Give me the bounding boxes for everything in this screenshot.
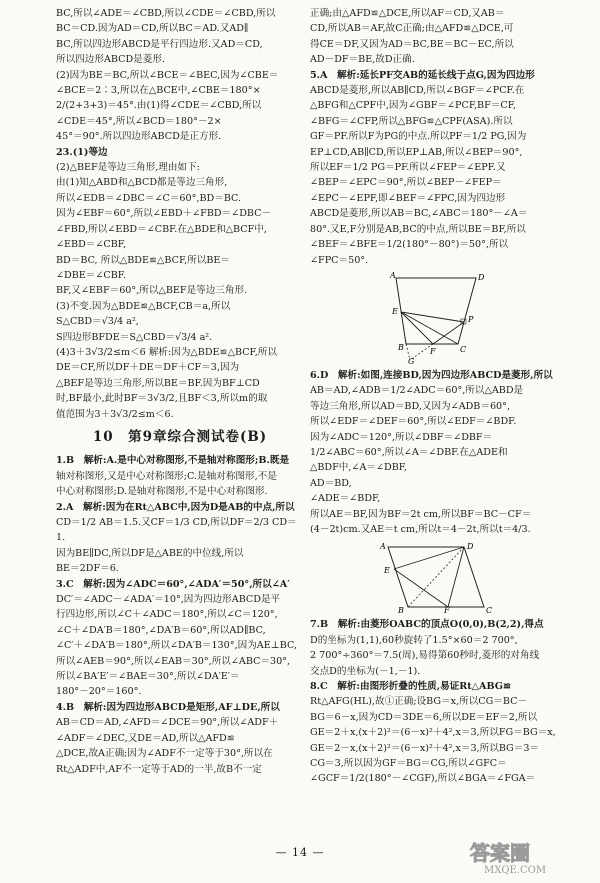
text-line: DE＝CF,所以DF＋DE＝DF＋CF＝3,因为 (56, 362, 240, 374)
text-line: 所以∠AEB＝90°,所以∠EAB＝30°,所以∠ABC＝30°, (56, 655, 291, 667)
section-title: 10 第9章综合测试卷(B) (92, 428, 268, 445)
text-line: 等边三角形,所以AD＝BD,又因为∠ADB＝60°, (310, 400, 511, 412)
text-line: AD－DF＝BE,故D正确. (310, 54, 415, 66)
text-line: (4)3＋3√3/2≤m＜6 解析:因为△BDE≌△BCF,所以 (56, 346, 277, 358)
text-line: ∠FBD,所以∠EBD＝∠CBF.在△BDE和△BCF中, (56, 223, 267, 235)
text-line: 8.C 解析:由图形折叠的性质,易证Rt△ABG≌ (310, 681, 511, 692)
right-text-block (310, 6, 562, 268)
rhombus-figure-2 (376, 541, 496, 613)
fig1-label-e: E (392, 306, 398, 316)
text-line: 交点D的坐标为(－1,－1). (310, 665, 421, 677)
fig2-label-d: D (467, 542, 474, 552)
fig1-label-c: C (460, 344, 467, 354)
text-line: 2/(2+3+3)＝45°.由(1)得∠CDE＝∠CBD,所以 (56, 100, 262, 112)
rhombus-figure-1 (388, 272, 484, 364)
text-line: 1.B 解析:A.是中心对称图形,不是轴对称图形;B.既是 (56, 455, 290, 467)
text-line: 因为∠EBF＝60°,所以∠EBD＋∠FBD＝∠DBC－ (56, 208, 272, 220)
fig2-label-b: B (398, 606, 404, 614)
text-line: ABCD是菱形,所以AB＝BC,∠ABC＝180°－∠A＝ (310, 208, 528, 220)
text-line: ∠BEF＝∠BFE＝1/2(180°－80°)＝50°,所以 (310, 239, 509, 251)
text-line: BG＝6－x,因为CD＝3DE＝6,所以DE＝EF＝2,所以 (310, 711, 538, 723)
text-line: BF,又∠EBF＝60°,所以△BEF是等边三角形. (56, 285, 248, 297)
text-line: 正确;由△AFD≌△DCE,所以AF＝CD,又AB＝ (310, 8, 505, 19)
text-line: GF＝PF.所以F为PG的中点.所以PF＝1/2 PG,因为 (310, 131, 527, 143)
text-line: BC,所以四边形ABCD是平行四边形.又AD＝CD, (56, 38, 263, 50)
text-line: 3.C 解析:因为∠ADC＝60°,∠ADA′＝50°,所以∠A′ (56, 578, 290, 590)
fig1-label-f: F (430, 346, 436, 356)
text-line: (4－2t)cm.又AE＝t cm,所以t＝4－2t,所以t＝4/3. (310, 523, 531, 535)
text-line: DC′＝∠ADC－∠ADA′＝10°,因为四边形ABCD是平 (56, 594, 281, 606)
text-line: 45°＝90°.所以四边形ABCD是正方形. (56, 131, 222, 143)
text-line: ∠BCE＝2∶3,所以在△BCE中,∠CBE＝180°× (56, 85, 261, 97)
text-line: EP⊥CD,AB∥CD,所以EP⊥AB,所以∠BEP＝90°, (310, 146, 523, 158)
text-line: S四边形BFDE＝S△CBD＝√3/4 a². (56, 331, 213, 343)
right-column (310, 6, 562, 787)
text-line: ∠ADE＝∠BDF, (310, 493, 381, 505)
text-line: 2 700°÷360°＝7.5(周),易得第60秒时,菱形的对角线 (310, 650, 540, 662)
text-line: GE＝2－x,(x＋2)²＝(6－x)²＋4²,x＝3,所以BG＝3＝ (310, 742, 540, 754)
fig2-label-f: F (444, 606, 450, 614)
text-line: BD＝BC, 所以△BDE≌△BCF,所以BE＝ (56, 254, 231, 266)
text-line: ∠EPC－∠EPF,即∠BEF＝∠FPC,因为四边形 (310, 192, 506, 204)
left-answers-block (56, 453, 304, 777)
text-line: 所以∠EDB＝∠DBC＝∠C＝60°,BD＝BC. (56, 192, 242, 204)
right-text-block-3 (310, 617, 562, 786)
text-line: 5.A 解析:延长PF交AB的延长线于点G,因为四边形 (310, 69, 535, 81)
text-line: ∠BFG＝∠CFP,所以△BFG≌△CPF(ASA).所以 (310, 115, 513, 127)
fig2-label-c: C (486, 606, 493, 614)
fig1-label-p: P (468, 314, 474, 324)
text-line: ∠FPC＝50°. (310, 254, 369, 266)
text-line: ∠CDE＝45°,所以∠BCD＝180°－2× (56, 115, 222, 127)
page-number: — 14 — (275, 846, 325, 859)
text-line: BC＝CD.因为AD＝CD,所以BC＝AD.又AD∥ (56, 23, 249, 35)
text-line: 1/2∠ABC＝60°,所以∠A＝∠DBF.在△ADE和 (310, 446, 508, 458)
text-line: 行四边形,所以∠C＋∠ADC＝180°,所以∠C＝120°, (56, 609, 278, 621)
text-line: S△CBD＝√3/4 a², (56, 316, 139, 328)
text-line: ∠C′＋∠DA′B＝180°,所以∠DA′B＝130°,因为AE⊥BC, (56, 640, 298, 652)
text-line: ∠C＋∠DA′B＝180°,∠DA′B＝60°,所以AD∥BC, (56, 624, 266, 636)
text-line: 轴对称图形,又是中心对称图形;C.是轴对称图形,不是 (56, 470, 277, 482)
text-line: BC,所以∠ADE＝∠CBD,所以∠CDE＝∠CBD,所以 (56, 8, 276, 19)
text-line: 23.(1)等边 (56, 146, 108, 158)
fig1-label-b: B (398, 342, 404, 352)
text-line: 180°－20°＝160°. (56, 686, 142, 698)
text-line: CD,所以AB＝AF,故C正确;由△AFD≌△DCE,可 (310, 23, 514, 35)
text-line: (2)△BEF是等边三角形,理由如下: (56, 162, 200, 174)
watermark-logo (466, 838, 584, 876)
svg-text:MXQE.COM: MXQE.COM (484, 865, 547, 876)
text-line: (2)因为BE＝BC,所以∠BCE＝∠BEC,因为∠CBE＝ (56, 69, 279, 81)
text-line: 2.A 解析:因为在Rt△ABC中,因为D是AB的中点,所以 (56, 501, 295, 513)
text-line: 7.B 解析:由菱形OABC的顶点O(0,0),B(2,2),得点 (310, 619, 544, 631)
text-line: 值范围为3＋3√3/2≤m＜6. (56, 408, 174, 420)
text-line: BE＝2DF＝6. (56, 563, 119, 575)
fig2-label-a: A (380, 542, 386, 552)
text-line: 80°.又E,F分别是AB,BC的中点,所以BE＝BF,所以 (310, 223, 526, 235)
text-line: AD＝BD, (310, 477, 352, 489)
text-line: ∠DBE＝∠CBF. (56, 269, 127, 281)
text-line: 所以四边形ABCD是菱形. (56, 54, 165, 66)
text-line: CD＝1/2 AB＝1.5.又CF＝1/3 CD,所以DF＝2/3 CD＝1. (56, 517, 297, 544)
text-line: CG＝3,所以因为GF＝BG＝CG,所以∠GFC＝ (310, 758, 507, 770)
text-line: AB＝AD,∠ADB＝1/2∠ADC＝60°,所以△ABD是 (310, 385, 524, 397)
text-line: GE＝2＋x,(x＋2)²＝(6－x)²＋4²,x＝3,所以FG＝BG＝x, (310, 727, 556, 739)
text-line: 得CE＝DF,又因为AD＝BC,BE＝BC－EC,所以 (310, 38, 514, 50)
left-column (56, 6, 304, 777)
text-line: ∠BEP＝∠EPC＝90°,所以∠BEP－∠FEP＝ (310, 177, 502, 189)
text-line: 所以EF＝1/2 PG＝PF.所以∠FEP＝∠EPF.又 (310, 162, 506, 174)
svg-text:答案圈: 答案圈 (470, 841, 530, 865)
text-line: ∠EBD＝∠CBF, (56, 239, 127, 251)
text-line: ∠GCF＝1/2(180°－∠CGF),所以∠BGA＝∠FGA＝ (310, 773, 536, 785)
fig1-label-d: D (478, 272, 484, 282)
text-line: (3)不变.因为△BDE≌△BCF,CB＝a,所以 (56, 300, 231, 312)
text-line: Rt△AFG(HL),故①正确;设BG＝x,所以CG＝BC－ (310, 696, 528, 708)
text-line: △BDF中,∠A＝∠DBF, (310, 462, 407, 474)
fig2-label-e: E (384, 566, 390, 576)
text-line: AB＝CD＝AD,∠AFD＝∠DCE＝90°,所以∠ADF＋ (56, 717, 279, 729)
fig1-label-a: A (390, 271, 396, 280)
text-line: 因为∠ADC＝120°,所以∠DBF＝∠DBF＝ (310, 431, 493, 443)
text-line: 中心对称图形;D.是轴对称图形,不是中心对称图形. (56, 486, 268, 498)
text-line: 所以∠BA′E′＝∠BAE＝30°,所以∠DA′E′＝ (56, 671, 240, 683)
right-text-block-2 (310, 368, 562, 537)
text-line: ∠ADF＝∠DEC,又DE＝AD,所以△AFD≌ (56, 732, 235, 744)
text-line: Rt△ADF中,AF不一定等于AD的一半,故B不一定 (56, 763, 262, 775)
text-line: △DCE,故A正确;因为∠ADF不一定等于30°,所以在 (56, 748, 273, 760)
text-line: 时,BF最小,此时BF＝3√3/2,且BF＜3,所以m的取 (56, 393, 268, 405)
text-line: ABCD是菱形,所以AB∥CD,所以∠BGF＝∠PCF.在 (310, 85, 525, 97)
text-line: 由(1)知△ABD和△BCD都是等边三角形, (56, 177, 228, 189)
text-line: △BFG和△CPF中,因为∠GBF＝∠PCF,BF＝CF, (310, 100, 516, 112)
left-text-block (56, 6, 304, 422)
text-line: 6.D 解析:如图,连接BD,因为四边形ABCD是菱形,所以 (310, 369, 553, 381)
text-line: 所以∠EDF＝∠DEF＝60°,所以∠EDF＝∠BDF. (310, 416, 517, 428)
text-line: D的坐标为(1,1),60秒旋转了1.5°×60＝2 700°, (310, 634, 518, 646)
text-line: 因为BE∥DC,所以DF是△ABE的中位线,所以 (56, 547, 244, 559)
text-line: 所以AE＝BF,因为BF＝2t cm,所以BF＝BC－CF＝ (310, 508, 532, 520)
text-line: 4.B 解析:因为四边形ABCD是矩形,AF⊥DE,所以 (56, 701, 280, 713)
text-line: △BEF是等边三角形,所以BE＝BF.因为BF⊥CD (56, 377, 260, 389)
fig1-label-g: G (408, 356, 415, 364)
